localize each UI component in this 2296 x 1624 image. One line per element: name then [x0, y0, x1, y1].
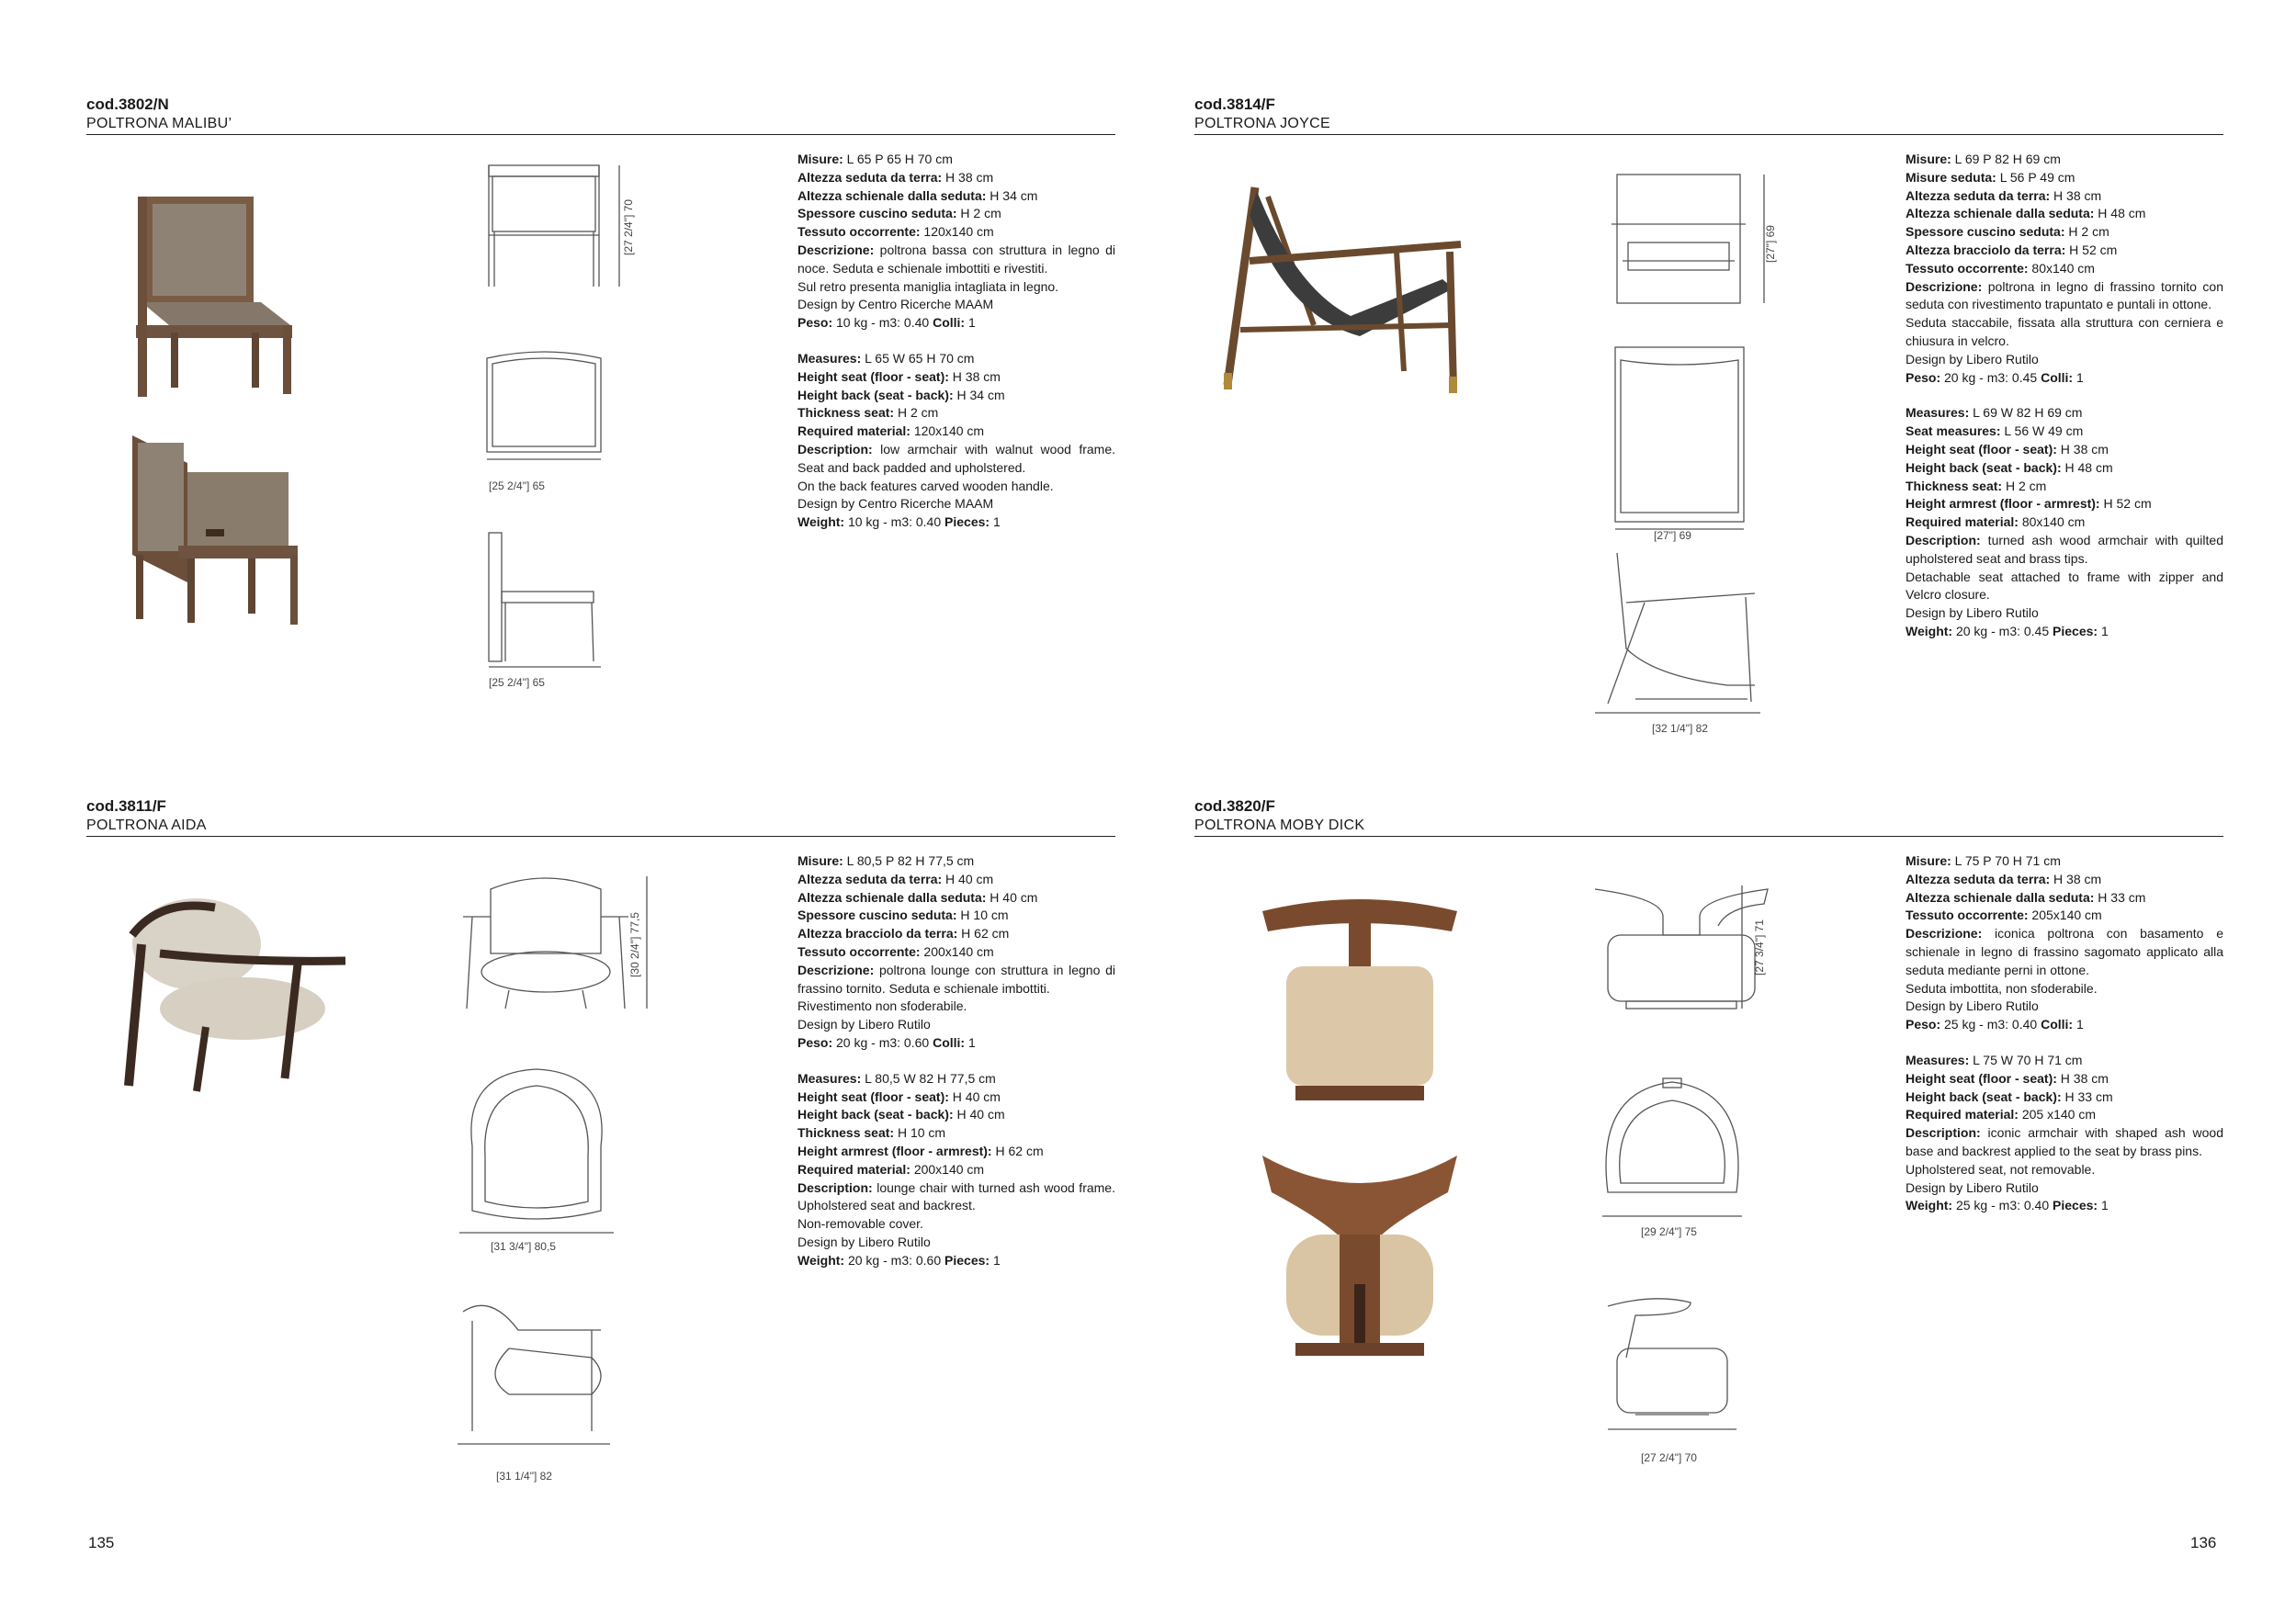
top-view-drawing — [1608, 342, 1755, 535]
spec-line: Height back (seat - back): H 34 cm — [797, 387, 1005, 402]
title-rule — [86, 134, 1115, 135]
spec-line: Descrizione: poltrona lounge con struttura in legno di frassino tornito. Seduta e schienale imbottiti. — [797, 962, 1115, 996]
spec-line: Altezza schienale dalla seduta: H 40 cm — [797, 889, 1038, 905]
spec-line: Required material: 120x140 cm — [797, 423, 985, 439]
top-view-drawing — [454, 1064, 619, 1238]
spec-line: Height seat (floor - seat): H 38 cm — [797, 368, 1001, 384]
product-photo-front — [114, 187, 316, 403]
spec-line: Height armrest (floor - armrest): H 52 cm — [1906, 496, 2152, 512]
spec-line: Spessore cuscino seduta: H 2 cm — [797, 206, 1001, 221]
specs-english — [1906, 1052, 2223, 1215]
spec-line: Detachable seat attached to frame with zipper and Velcro closure. — [1906, 569, 2223, 603]
spec-line: Height seat (floor - seat): H 40 cm — [797, 1088, 1001, 1104]
spec-line: Measures: L 80,5 W 82 H 77,5 cm — [797, 1070, 996, 1086]
width-dimension: [29 2/4"] 75 — [1641, 1225, 1697, 1238]
top-view-drawing — [1589, 1073, 1755, 1229]
spec-line: Measures: L 75 W 70 H 71 cm — [1906, 1052, 2083, 1067]
spec-line: Height seat (floor - seat): H 38 cm — [1906, 441, 2109, 457]
spec-line: Peso: 20 kg - m3: 0.45 Colli: 1 — [1906, 369, 2084, 385]
height-dimension: [27 3/4"] 71 — [1753, 919, 1766, 976]
spec-line: Seat measures: L 56 W 49 cm — [1906, 423, 2084, 439]
spec-line: Design by Libero Rutilo — [797, 1017, 931, 1032]
depth-dimension: [32 1/4"] 82 — [1652, 722, 1708, 735]
spec-line: Thickness seat: H 2 cm — [797, 405, 939, 421]
spec-line: Measures: L 69 W 82 H 69 cm — [1906, 405, 2083, 421]
spec-line: Altezza schienale dalla seduta: H 48 cm — [1906, 206, 2146, 221]
product-photo — [105, 889, 362, 1105]
top-view-drawing — [481, 344, 610, 463]
specs-english — [797, 350, 1115, 532]
spec-line: Description: low armchair with walnut wood frame. Seat and back padded and upholstered. — [797, 441, 1115, 475]
spec-line: Measures: L 65 W 65 H 70 cm — [797, 350, 975, 366]
spec-line: Altezza bracciolo da terra: H 62 cm — [797, 926, 1010, 942]
page-number-right: 136 — [2190, 1534, 2217, 1551]
specs-italian — [797, 852, 1115, 1053]
spec-line: Spessore cuscino seduta: H 2 cm — [1906, 224, 2109, 240]
spec-line: Weight: 20 kg - m3: 0.45 Pieces: 1 — [1906, 623, 2109, 638]
spec-line: Thickness seat: H 2 cm — [1906, 478, 2047, 493]
spec-line: Required material: 80x140 cm — [1906, 514, 2086, 530]
product-name: POLTRONA MALIBU’ — [86, 116, 232, 131]
spec-line: Misure: L 80,5 P 82 H 77,5 cm — [797, 853, 975, 868]
product-code: cod.3811/F — [86, 797, 166, 815]
spec-line: Altezza seduta da terra: H 40 cm — [797, 871, 994, 886]
spec-line: Tessuto occorrente: 200x140 cm — [797, 943, 994, 959]
specs-english — [797, 1070, 1115, 1270]
title-rule — [1194, 134, 2223, 135]
front-view-drawing — [481, 160, 628, 298]
width-dimension: [25 2/4"] 65 — [489, 479, 545, 492]
spec-line: Description: iconic armchair with shaped ash wood base and backrest applied to the seat by brass pins. — [1906, 1125, 2223, 1158]
depth-dimension: [27 2/4"] 70 — [1641, 1451, 1697, 1464]
spec-line: Required material: 205 x140 cm — [1906, 1107, 2096, 1122]
front-view-drawing — [1589, 880, 1773, 1018]
specifications — [797, 151, 1115, 549]
spec-line: Weight: 20 kg - m3: 0.60 Pieces: 1 — [797, 1252, 1001, 1268]
width-dimension: [31 3/4"] 80,5 — [491, 1240, 556, 1253]
product-aida — [86, 797, 1115, 1483]
product-code: cod.3820/F — [1194, 797, 1275, 815]
spec-line: Misure: L 75 P 70 H 71 cm — [1906, 853, 2061, 868]
spec-line: Design by Libero Rutilo — [1906, 998, 2039, 1014]
product-code: cod.3814/F — [1194, 96, 1275, 113]
product-moby-dick — [1194, 797, 2223, 1477]
spec-line: On the back features carved wooden handle. — [797, 478, 1054, 493]
spec-line: Tessuto occorrente: 120x140 cm — [797, 224, 994, 240]
spec-line: Altezza seduta da terra: H 38 cm — [1906, 187, 2102, 203]
spec-line: Altezza bracciolo da terra: H 52 cm — [1906, 242, 2118, 257]
depth-dimension: [31 1/4"] 82 — [496, 1470, 552, 1483]
height-dimension: [30 2/4"] 77,5 — [628, 912, 641, 977]
spec-line: Required material: 200x140 cm — [797, 1161, 985, 1177]
spec-line: Descrizione: poltrona bassa con struttura in legno di noce. Seduta e schienale imbottiti e rivestiti. — [797, 242, 1115, 276]
product-malibu — [86, 96, 1115, 775]
spec-line: Description: turned ash wood armchair with quilted upholstered seat and brass tips. — [1906, 532, 2223, 566]
product-photo-back — [123, 426, 325, 633]
side-view-drawing — [1589, 547, 1773, 722]
spec-line: Design by Centro Ricerche MAAM — [797, 496, 994, 512]
spec-line: Peso: 20 kg - m3: 0.60 Colli: 1 — [797, 1034, 976, 1050]
spec-line: Description: lounge chair with turned ash wood frame. Upholstered seat and backrest. — [797, 1179, 1115, 1213]
spec-line: Height back (seat - back): H 48 cm — [1906, 459, 2113, 475]
title-rule — [1194, 836, 2223, 837]
spec-line: Height seat (floor - seat): H 38 cm — [1906, 1070, 2109, 1086]
product-name: POLTRONA JOYCE — [1194, 116, 1330, 131]
side-view-drawing — [454, 1293, 619, 1449]
spec-line: Seduta imbottita, non sfoderabile. — [1906, 980, 2098, 996]
spec-line: Descrizione: iconica poltrona con basamento e schienale in legno di frassino sagomato applicato alla seduta mediante perni in ottone. — [1906, 926, 2223, 977]
side-view-drawing — [1599, 1293, 1755, 1440]
spec-line: Design by Libero Rutilo — [797, 1234, 931, 1249]
spec-line: Upholstered seat, not removable. — [1906, 1161, 2096, 1177]
specs-italian — [1906, 151, 2223, 387]
spec-line: Altezza schienale dalla seduta: H 33 cm — [1906, 889, 2146, 905]
spec-line: Design by Libero Rutilo — [1906, 351, 2039, 367]
specifications — [1906, 151, 2223, 659]
spec-line: Weight: 25 kg - m3: 0.40 Pieces: 1 — [1906, 1198, 2109, 1213]
spec-line: Height armrest (floor - armrest): H 62 cm — [797, 1143, 1044, 1158]
title-rule — [86, 836, 1115, 837]
product-photo-back — [1259, 1146, 1461, 1371]
spec-line: Peso: 10 kg - m3: 0.40 Colli: 1 — [797, 315, 976, 331]
product-name: POLTRONA AIDA — [86, 818, 207, 833]
product-joyce — [1194, 96, 2223, 775]
spec-line: Sul retro presenta maniglia intagliata in legno. — [797, 278, 1059, 294]
spec-line: Altezza seduta da terra: H 38 cm — [1906, 871, 2102, 886]
side-view-drawing — [481, 527, 610, 674]
width-dimension: [27"] 69 — [1654, 529, 1691, 542]
spec-line: Misure: L 65 P 65 H 70 cm — [797, 152, 953, 166]
specs-italian — [1906, 852, 2223, 1034]
spec-line: Altezza schienale dalla seduta: H 34 cm — [797, 187, 1038, 203]
spec-line: Misure seduta: L 56 P 49 cm — [1906, 169, 2075, 185]
front-view-drawing — [454, 871, 656, 1027]
spec-line: Seduta staccabile, fissata alla struttura con cerniera e chiusura in velcro. — [1906, 315, 2223, 348]
specifications — [797, 852, 1115, 1288]
specs-italian — [797, 151, 1115, 333]
product-photo-front — [1259, 893, 1461, 1118]
page-number-left: 135 — [88, 1534, 115, 1551]
spec-line: Non-removable cover. — [797, 1216, 923, 1232]
spec-line: Altezza seduta da terra: H 38 cm — [797, 169, 994, 185]
spec-line: Tessuto occorrente: 80x140 cm — [1906, 260, 2095, 276]
spec-line: Thickness seat: H 10 cm — [797, 1125, 946, 1141]
spec-line: Height back (seat - back): H 40 cm — [797, 1107, 1005, 1122]
height-dimension: [27"] 69 — [1764, 225, 1777, 263]
specifications — [1906, 852, 2223, 1233]
height-dimension: [27 2/4"] 70 — [622, 199, 635, 255]
spec-line: Height back (seat - back): H 33 cm — [1906, 1088, 2113, 1104]
spec-line: Spessore cuscino seduta: H 10 cm — [797, 908, 1009, 923]
depth-dimension: [25 2/4"] 65 — [489, 676, 545, 689]
spec-line: Weight: 10 kg - m3: 0.40 Pieces: 1 — [797, 514, 1001, 530]
spec-line: Descrizione: poltrona in legno di frassino tornito con seduta con rivestimento trapuntato e puntali in ottone. — [1906, 278, 2223, 312]
spec-line: Peso: 25 kg - m3: 0.40 Colli: 1 — [1906, 1017, 2084, 1032]
spec-line: Design by Libero Rutilo — [1906, 605, 2039, 621]
product-photo — [1213, 178, 1470, 403]
product-name: POLTRONA MOBY DICK — [1194, 818, 1365, 833]
spec-line: Design by Libero Rutilo — [1906, 1179, 2039, 1195]
spec-line: Design by Centro Ricerche MAAM — [797, 297, 994, 312]
spec-line: Misure: L 69 P 82 H 69 cm — [1906, 152, 2061, 166]
specs-english — [1906, 404, 2223, 640]
spec-line: Rivestimento non sfoderabile. — [797, 998, 967, 1014]
product-code: cod.3802/N — [86, 96, 169, 113]
spec-line: Tessuto occorrente: 205x140 cm — [1906, 908, 2102, 923]
